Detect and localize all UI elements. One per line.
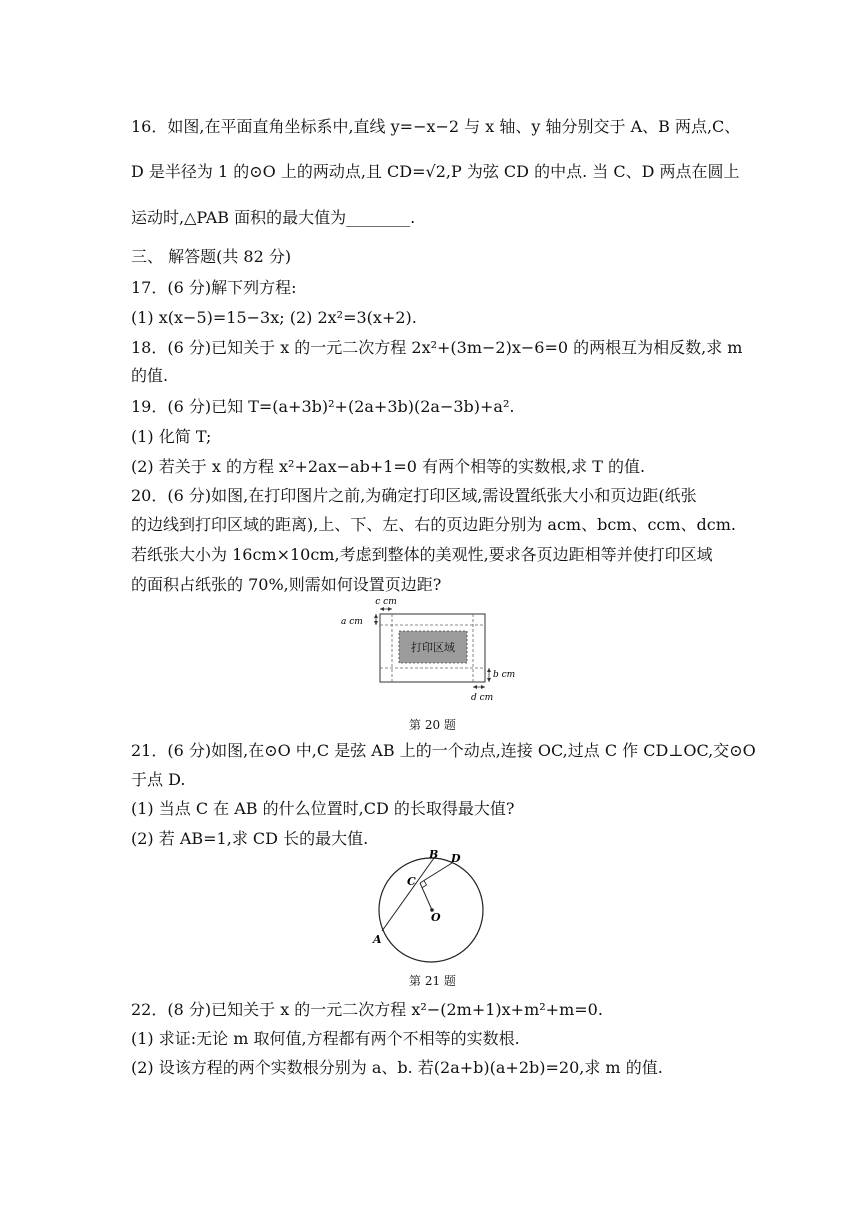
d-arrow-right-icon: [481, 685, 485, 689]
q21-line-1: 21．(6 分)如图,在⊙O 中,C 是弦 AB 上的一个动点,连接 OC,过点 C 作 CD⊥OC,交⊙O: [131, 741, 756, 760]
a-arrow-down-icon: [374, 621, 378, 625]
q21-part-2: (2) 若 AB=1,求 CD 长的最大值.: [131, 829, 369, 848]
c-arrow-left-icon: [380, 607, 384, 611]
q22-stem: 22．(8 分)已知关于 x 的一元二次方程 x²−(2m+1)x+m²+m=0.: [131, 1000, 603, 1019]
circle-chord-diagram: [365, 848, 495, 963]
a-label: a cm: [341, 617, 363, 627]
q22-part-2: (2) 设该方程的两个实数根分别为 a、b. 若(2a+b)(a+2b)=20,求 m 的值.: [131, 1058, 663, 1077]
label-d: D: [451, 852, 461, 865]
section-heading: 三、 解答题(共 82 分): [131, 247, 292, 266]
b-arrow-down-icon: [487, 678, 491, 682]
q16-line-2: D 是半径为 1 的⊙O 上的两动点,且 CD=√2,P 为弦 CD 的中点. 当 C、D 两点在圆上: [131, 162, 740, 181]
q20-line-4: 的面积占纸张的 70%,则需如何设置页边距?: [131, 575, 442, 594]
fig20-caption: 第 20 题: [409, 718, 456, 732]
q19-part-2: (2) 若关于 x 的方程 x²+2ax−ab+1=0 有两个相等的实数根,求 T 的值.: [131, 457, 646, 476]
q17-parts: (1) x(x−5)=15−3x; (2) 2x²=3(x+2).: [131, 308, 417, 327]
q16-line-1: 16．如图,在平面直角坐标系中,直线 y=−x−2 与 x 轴、y 轴分别交于 A、B 两点,C、: [131, 117, 741, 136]
print-margin-diagram: [335, 594, 525, 706]
q20-line-3: 若纸张大小为 16cm×10cm,考虑到整体的美观性,要求各页边距相等并使打印区域: [131, 545, 713, 564]
q19-stem: 19．(6 分)已知 T=(a+3b)²+(2a+3b)(2a−3b)+a².: [131, 397, 515, 416]
b-label: b cm: [493, 670, 516, 680]
q20-line-1: 20．(6 分)如图,在打印图片之前,为确定打印区域,需设置纸张大小和页边距(纸张: [131, 486, 697, 505]
label-c: C: [407, 875, 416, 888]
q19-part-1: (1) 化简 T;: [131, 427, 212, 446]
a-arrow-up-icon: [374, 614, 378, 618]
q18-line-2: 的值.: [131, 366, 169, 385]
q18-line-1: 18．(6 分)已知关于 x 的一元二次方程 2x²+(3m−2)x−6=0 的两根互为相反数,求 m: [131, 338, 743, 357]
q22-part-1: (1) 求证:无论 m 取何值,方程都有两个不相等的实数根.: [131, 1029, 520, 1048]
fig21-caption: 第 21 题: [409, 974, 456, 988]
print-area-label: 打印区域: [411, 641, 455, 654]
chord-ab: [382, 858, 434, 931]
d-arrow-left-icon: [473, 685, 477, 689]
segment-oc: [420, 883, 432, 910]
d-label: d cm: [471, 693, 494, 703]
segment-cd: [420, 863, 452, 883]
label-a: A: [373, 933, 382, 946]
b-arrow-up-icon: [487, 668, 491, 672]
q20-line-2: 的边线到打印区域的距离),上、下、左、右的页边距分别为 acm、bcm、ccm、dcm.: [131, 515, 737, 534]
c-arrow-right-icon: [388, 607, 392, 611]
q21-line-2: 于点 D.: [131, 770, 186, 789]
label-b: B: [429, 848, 439, 861]
q21-part-1: (1) 当点 C 在 AB 的什么位置时,CD 的长取得最大值?: [131, 799, 515, 818]
label-o: O: [431, 911, 441, 924]
q17-stem: 17．(6 分)解下列方程:: [131, 278, 297, 297]
c-label: c cm: [375, 597, 397, 607]
q16-line-3: 运动时,△PAB 面积的最大值为________.: [131, 208, 416, 227]
